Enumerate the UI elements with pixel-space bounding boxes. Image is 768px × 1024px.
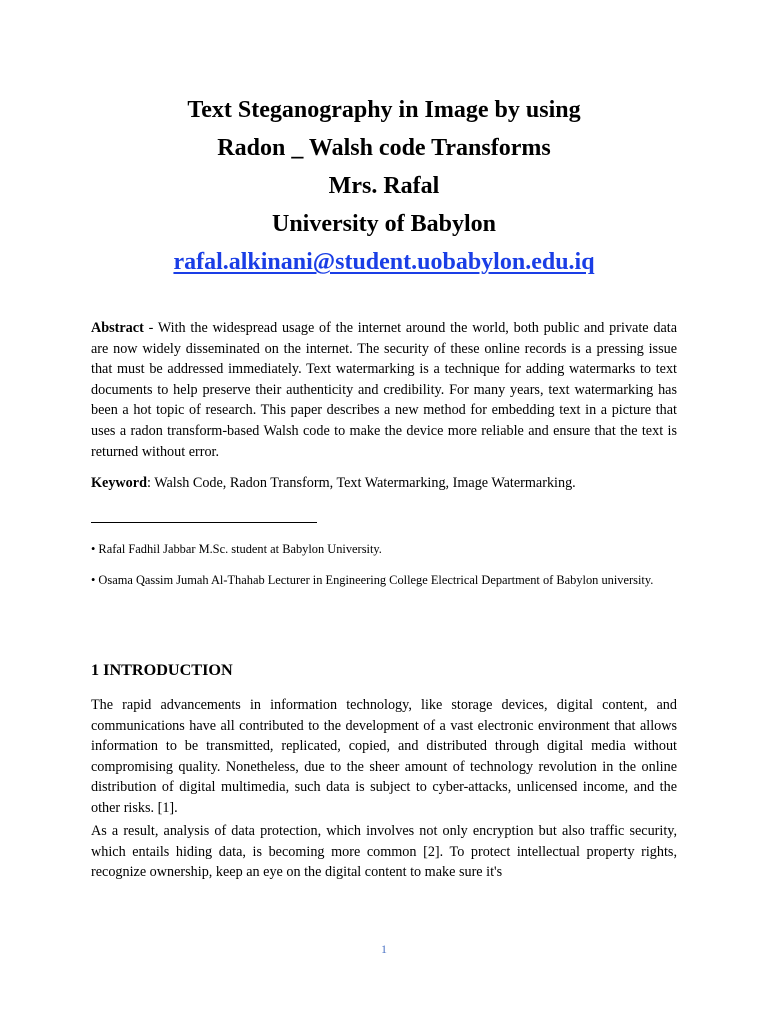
keywords-paragraph — [91, 473, 677, 494]
author-affiliation: University of Babylon — [271, 211, 496, 237]
keywords-text: : Walsh Code, Radon Transform, Text Watermarking, Image Watermarking. — [146, 475, 576, 491]
paper-title-line-1: Text Steganography in Image by using — [187, 97, 581, 123]
abstract-text: - With the widespread usage of the internet around the world, both public and private data are now widely disseminated on the internet. The security of these online records is a pressing issue that must be addressed immediately. Text watermarking is a technique for adding watermarks to text documents to help preserve their authenticity and credibility. For many years, text watermarking has been a hot topic of research. This paper describes a new method for embedding text in a picture that uses a radon transform-based Walsh code to make the device more reliable and ensure that the text is returned without error. — [91, 320, 677, 460]
abstract-label: Abstract — [91, 320, 144, 336]
abstract-paragraph — [91, 318, 677, 462]
footnote-divider — [91, 522, 317, 523]
footnote-2: • Osama Qassim Jumah Al-Thahab Lecturer in Engineering College Electrical Department of Babylon university. — [91, 573, 654, 587]
author-name: Mrs. Rafal — [328, 173, 440, 199]
paper-title-line-2: Radon _ Walsh code Transforms — [217, 135, 551, 161]
author-email-link[interactable]: rafal.alkinani@student.uobabylon.edu.iq — [173, 249, 595, 275]
section-heading-introduction: 1 INTRODUCTION — [91, 661, 233, 679]
page-number: 1 — [381, 942, 387, 956]
introduction-paragraph-2: As a result, analysis of data protection, which involves not only encryption but also traffic security, which entails hiding data, is becoming more common [2]. To protect intellectual property rights, recognize ownership, keep an eye on the digital content to make sure it's — [91, 823, 677, 881]
title-block — [0, 91, 768, 281]
keywords-label: Keyword — [91, 475, 147, 491]
footnote-1: • Rafal Fadhil Jabbar M.Sc. student at Babylon University. — [91, 542, 382, 556]
introduction-paragraph-1: The rapid advancements in information technology, like storage devices, digital content, and communications have all contributed to the development of a vast electronic environment that allows information to be transmitted, replicated, copied, and distributed through digital media without compromising quality. Nonetheless, due to the sheer amount of technology revolution in the online distribution of digital multimedia, such data is subject to cyber-attacks, unlicensed income, and the other risks. [1]. — [91, 697, 677, 816]
